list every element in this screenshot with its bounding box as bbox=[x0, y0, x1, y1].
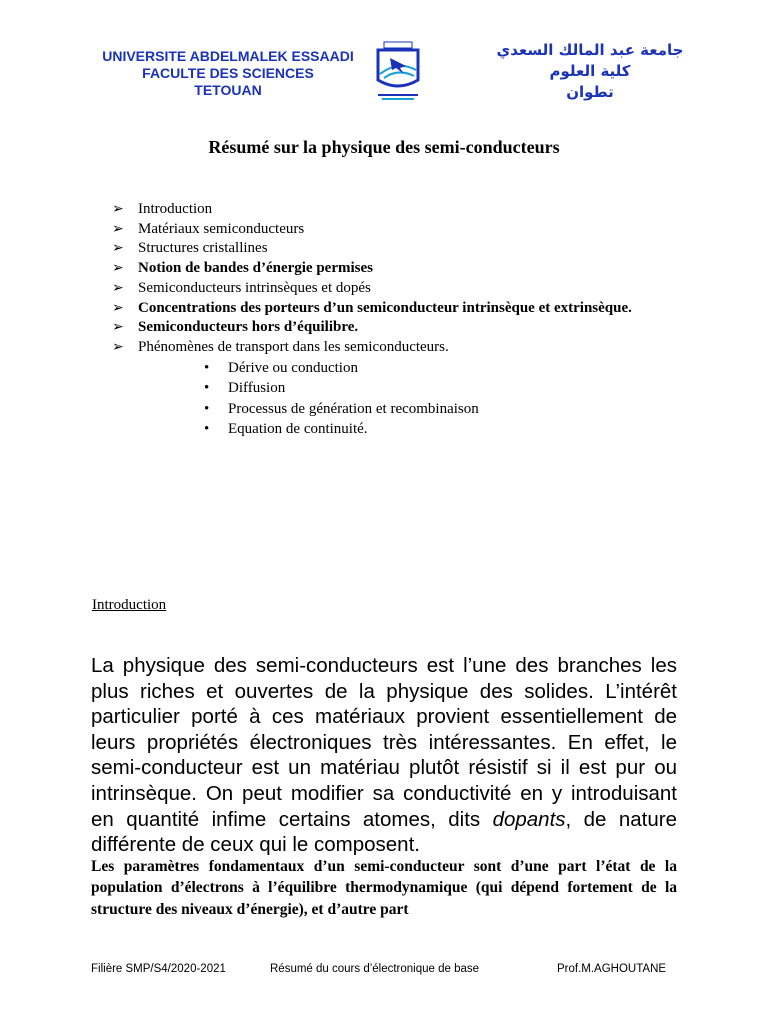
toc-sublist bbox=[138, 358, 676, 440]
intro-text-1: La physique des semi-conducteurs est l’une des branches les plus riches et ouvertes de la physique des solides. L’intérêt particulier porté à ces matériaux provient essentiellement de leurs propriétés électroniques très intéressantes. En effet, le semi-conducteur est un matériau plutôt résistif si il est pur ou intrinsèque. On peut modifier sa conductivité en y introduisant en quantité infime certains atomes, dits bbox=[91, 654, 677, 831]
intro-italic-term: dopants bbox=[492, 807, 566, 831]
footer-course: Filière SMP/S4/2020-2021 bbox=[91, 963, 226, 975]
bullet-dot-icon: • bbox=[204, 421, 210, 438]
footer-title: Résumé du cours d’électronique de base bbox=[270, 963, 480, 975]
faculty-line: FACULTE DES SCIENCES bbox=[142, 65, 314, 81]
bullet-dot-icon: • bbox=[204, 380, 210, 397]
toc-item bbox=[112, 220, 676, 240]
bullet-dot-icon: • bbox=[204, 359, 210, 376]
toc-subitem-label: Processus de génération et recombinaison bbox=[228, 400, 479, 417]
arrow-bullet-icon: ➢ bbox=[112, 220, 124, 237]
toc-item-label: Structures cristallines bbox=[138, 240, 268, 257]
footer-author: Prof.M.AGHOUTANE bbox=[557, 963, 667, 975]
toc-subitem bbox=[204, 378, 676, 399]
toc-item bbox=[112, 279, 676, 299]
section-heading: Introduction bbox=[92, 597, 167, 613]
university-name-fr bbox=[88, 48, 368, 99]
toc-item bbox=[112, 200, 676, 220]
toc-item bbox=[112, 338, 676, 440]
university-name-ar bbox=[470, 40, 710, 103]
arrow-bullet-icon: ➢ bbox=[112, 240, 124, 257]
page-title: Résumé sur la physique des semi-conducteurs bbox=[208, 137, 560, 157]
university-line: UNIVERSITE ABDELMALEK ESSAADI bbox=[102, 48, 354, 64]
table-of-contents bbox=[112, 200, 676, 440]
city-line: TETOUAN bbox=[194, 82, 262, 98]
toc-subitem bbox=[204, 419, 676, 440]
faculty-line-ar: كلية العلوم bbox=[549, 62, 631, 80]
toc-item-label: Matériaux semiconducteurs bbox=[138, 220, 305, 237]
toc-item bbox=[112, 299, 676, 319]
toc-subitem bbox=[204, 399, 676, 420]
toc-item-label: Introduction bbox=[138, 201, 213, 217]
arrow-bullet-icon: ➢ bbox=[112, 299, 124, 316]
toc-item-label: Notion de bandes d’énergie permises bbox=[138, 260, 373, 277]
arrow-bullet-icon: ➢ bbox=[112, 338, 124, 355]
bullet-dot-icon: • bbox=[204, 400, 210, 417]
toc-subitem bbox=[204, 358, 676, 379]
toc-subitem-label: Diffusion bbox=[228, 380, 286, 397]
toc-item bbox=[112, 239, 676, 259]
toc-item bbox=[112, 259, 676, 279]
toc-item bbox=[112, 318, 676, 338]
arrow-bullet-icon: ➢ bbox=[112, 319, 124, 336]
body-paragraph: Les paramètres fondamentaux d’un semi-conducteur sont d’une part l’état de la population d’électrons à l’équilibre thermodynamique (qui dépend fortement de la structure des niveaux d’énergie), et d’autre part bbox=[91, 858, 677, 918]
city-line-ar: تطوان bbox=[566, 83, 614, 101]
toc-item-label: Concentrations des porteurs d’un semiconducteur intrinsèque et extrinsèque. bbox=[138, 299, 632, 316]
intro-paragraph bbox=[91, 653, 677, 858]
university-logo-icon bbox=[370, 40, 426, 104]
toc-item-label: Semiconducteurs hors d’équilibre. bbox=[138, 319, 359, 336]
arrow-bullet-icon: ➢ bbox=[112, 201, 124, 217]
arrow-bullet-icon: ➢ bbox=[112, 260, 124, 277]
toc-subitem-label: Equation de continuité. bbox=[228, 421, 368, 438]
university-line-ar: جامعة عبد المالك السعدي bbox=[496, 41, 684, 59]
toc-item-label: Phénomènes de transport dans les semiconducteurs. bbox=[138, 338, 449, 355]
intro-text-2: , de nature différente de ceux qui le composent. bbox=[91, 807, 677, 857]
toc-item-label: Semiconducteurs intrinsèques et dopés bbox=[138, 279, 371, 296]
toc-subitem-label: Dérive ou conduction bbox=[228, 359, 358, 376]
arrow-bullet-icon: ➢ bbox=[112, 279, 124, 296]
